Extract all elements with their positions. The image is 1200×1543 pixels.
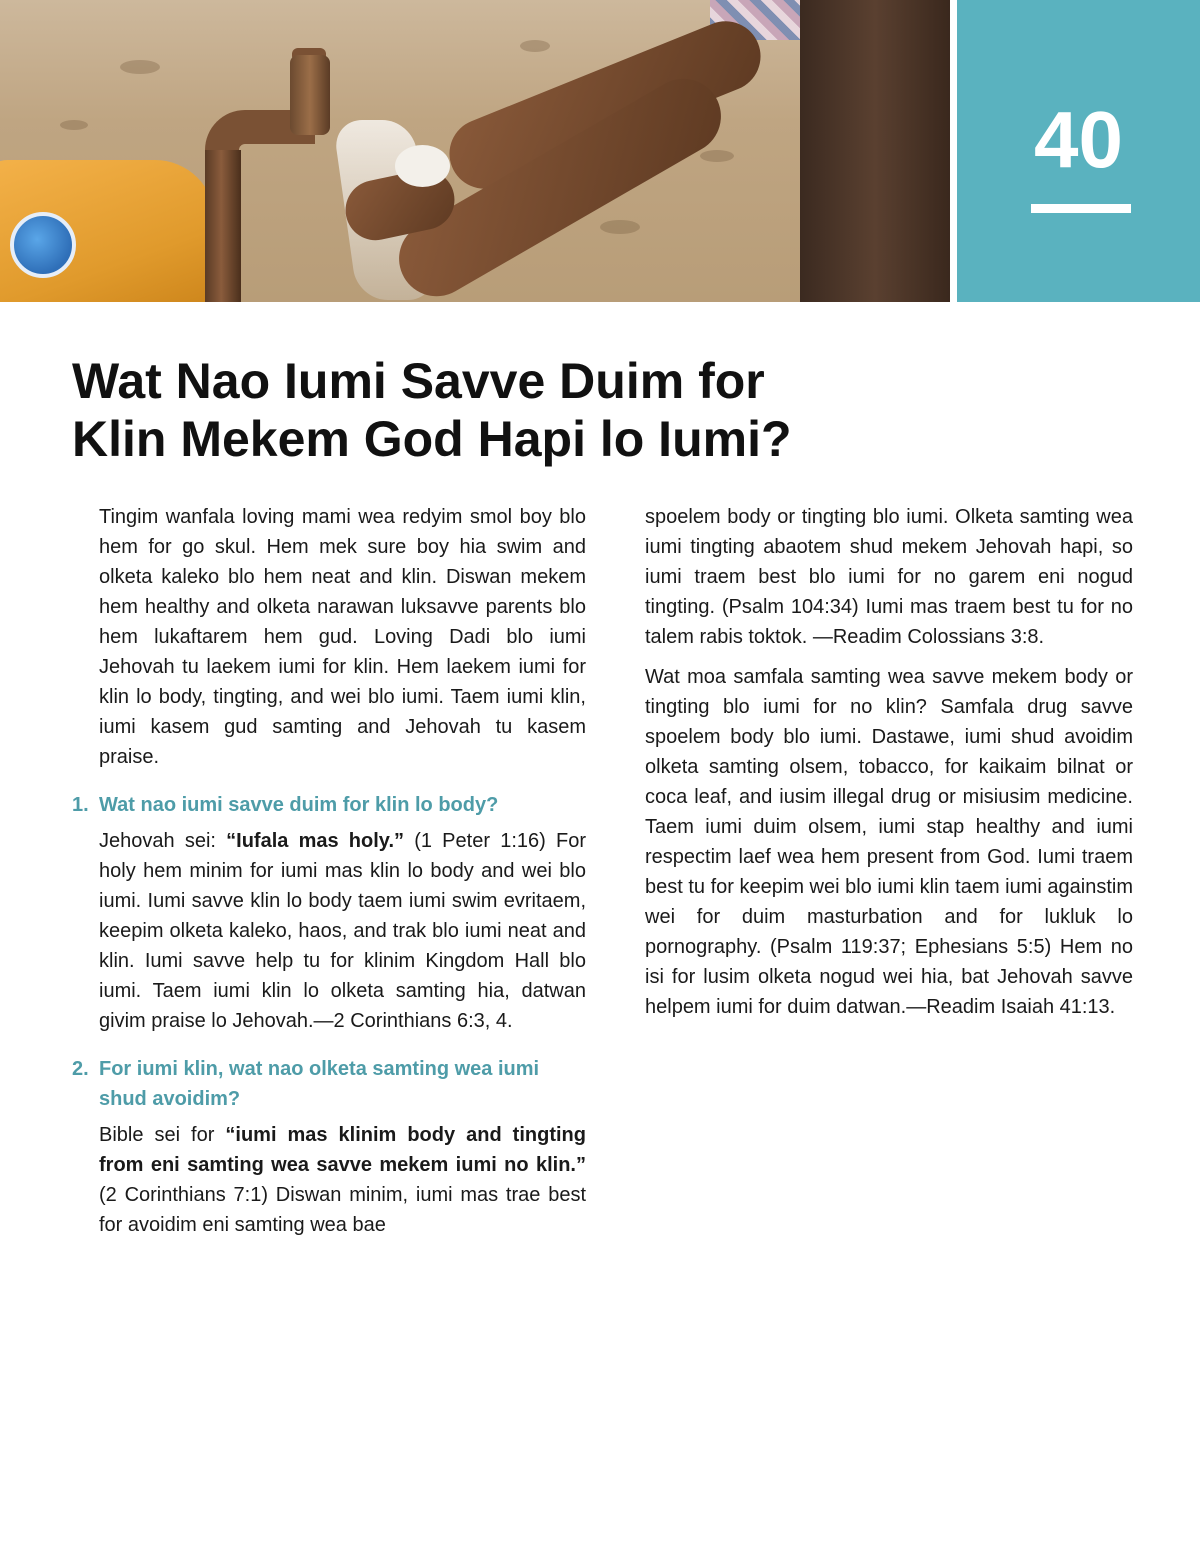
left-column xyxy=(72,502,586,1250)
q2-text-a: Bible sei for xyxy=(99,1124,226,1146)
chapter-number-box xyxy=(957,0,1200,302)
question-2-text: For iumi klin, wat nao olketa samting wea iumi shud avoidim? xyxy=(99,1058,540,1110)
title-line-1: Wat Nao Iumi Savve Duim for xyxy=(72,353,765,409)
q2-quote: “iumi mas klinim body and tingting from eni samting wea savve mekem iumi no klin.” xyxy=(99,1124,586,1176)
question-1-number: 1. xyxy=(72,794,89,816)
title-line-2: Klin Mekem God Hapi lo Iumi? xyxy=(72,411,792,467)
question-1-text: Wat nao iumi savve duim for klin lo body? xyxy=(99,794,499,816)
water-pipe xyxy=(205,150,241,302)
question-2-heading xyxy=(72,1054,586,1114)
question-1-heading xyxy=(72,790,586,820)
question-2-paragraph-continued: spoelem body or tingting blo iumi. Olketa samting wea iumi tingting abaotem shud mekem Jehovah hapi, so iumi traem best blo iumi for no garem eni nogud tingting. (Psalm 104:34) Iumi mas traem best tu for no talem rabis toktok. —Readim Colossians 3:8. xyxy=(645,506,1133,648)
chapter-underline xyxy=(1031,204,1131,213)
q1-quote: “Iufala mas holy.” xyxy=(226,830,404,852)
hands-washing-at-tap-photo xyxy=(0,0,950,302)
page-title xyxy=(72,352,872,468)
question-1-paragraph xyxy=(99,826,586,1036)
soap-bar xyxy=(395,145,450,187)
q1-text-a: Jehovah sei: xyxy=(99,830,227,852)
question-2-paragraph xyxy=(99,1120,586,1240)
faucet xyxy=(290,55,330,135)
question-2-number: 2. xyxy=(72,1058,89,1080)
trousers xyxy=(800,0,950,302)
q1-text-b: (1 Peter 1:16) For holy hem minim for iumi mas klin lo body and wei blo iumi. Iumi savve klin lo body taem iumi swim evritaem, keepim olketa kaleko, haos, and trak blo iumi neat and klin. Iumi savve help tu for klinim Kingdom Hall blo iumi. Taem iumi klin lo olketa samting hia, datwan givim praise lo Jehovah.—2 Corinthians 6:3, 4. xyxy=(99,830,586,1032)
right-column xyxy=(645,502,1133,1032)
intro-paragraph: Tingim wanfala loving mami wea redyim smol boy blo hem for go skul. Hem mek sure boy hia swim and olketa kaleko blo hem neat and klin. Diswan mekem hem healthy and olketa narawan luksavve parents blo hem lukaftarem hem gud. Loving Dadi blo iumi Jehovah tu laekem iumi for klin. Hem laekem iumi for klin lo body, tingting, and wei blo iumi. Taem iumi klin, iumi kasem gud samting and Jehovah tu kasem praise. xyxy=(99,506,586,768)
blue-cap xyxy=(10,212,76,278)
q2-text-b: (2 Corinthians 7:1) Diswan minim, iumi mas trae best for avoidim eni samting wea bae xyxy=(99,1184,586,1236)
chapter-number: 40 xyxy=(1034,95,1123,184)
drugs-paragraph: Wat moa samfala samting wea savve mekem body or tingting blo iumi for no klin? Samfala drug savve spoelem body blo iumi. Dastawe, iumi shud avoidim olketa samting olsem, tobacco, for kaikaim bilnat or coca leaf, and iusim illegal drug or misiusim medicine. Taem iumi duim olsem, iumi stap healthy and iumi respectim laef wea hem present from God. Iumi traem best tu for keepim wei blo iumi klin taem iumi againstim wei for duim masturbation and for lukluk lo pornography. (Psalm 119:37; Ephesians 5:5) Hem no isi for lusim olketa nogud wei hia, bat Jehovah savve helpem iumi for duim datwan.—Readim Isaiah 41:13. xyxy=(645,666,1133,1018)
